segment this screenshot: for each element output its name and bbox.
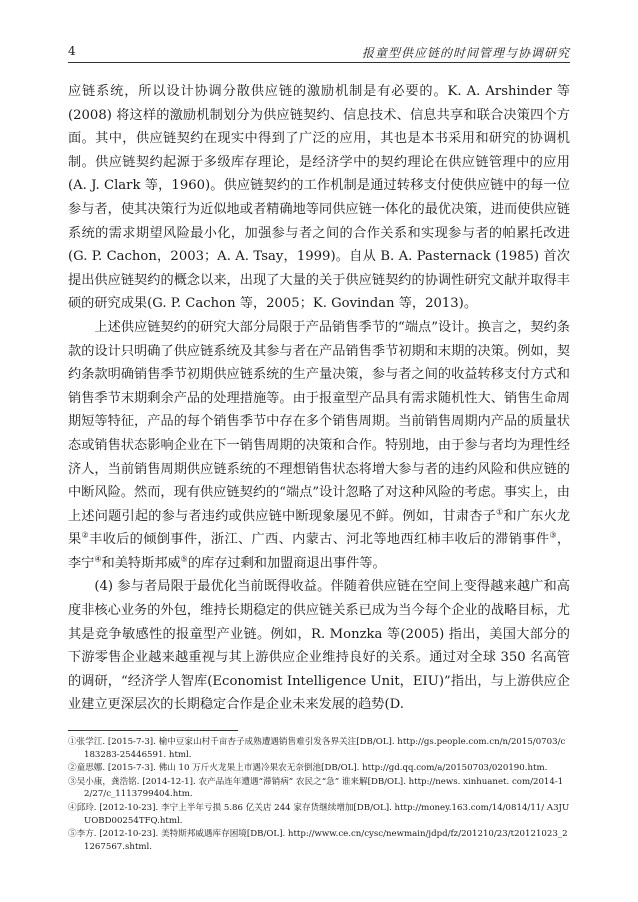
- footnote: ①张学江. [2015-7-3]. 榆中豆家山村千亩杏子成熟遭遇销售难引发各界关注[DB/OL]. http://gs.people.com.cn/n/2015/0703/c183283-25446591. html.: [68, 737, 566, 760]
- body-paragraph: [68, 316, 570, 576]
- footnote-marker: ④: [94, 554, 102, 564]
- footnote-marker: ⑤: [180, 554, 188, 564]
- running-header: [68, 40, 570, 63]
- page-number: 4: [68, 44, 76, 58]
- body-paragraph: [68, 575, 570, 717]
- body-paragraph: [68, 80, 570, 316]
- text-segment: 的库存过剩和加盟商退出事件等。: [187, 555, 386, 571]
- footnotes: [68, 736, 570, 854]
- footnote-divider: [68, 730, 238, 731]
- footnote-marker: ①: [495, 507, 504, 517]
- text-segment: 丰收后的倾倒事件，浙江、广西、内蒙古、河北等地西红柿丰收后的滞销事件: [89, 532, 550, 548]
- text-segment: 和美特斯邦威: [101, 555, 181, 571]
- running-title: 报童型供应链的时间管理与协调研究: [361, 46, 570, 60]
- body-text: [68, 80, 570, 717]
- footnote-marker: ②: [81, 530, 90, 540]
- footnote: ⑤李方. [2012-10-23]. 美特斯邦威遇库存困境[DB/OL]. http://www.ce.cn/cysc/newmain/jdpd/fz/201210/23/t20121023_21267567.shtml.: [68, 829, 568, 852]
- text-segment: 上述供应链契约的研究大部分局限于产品销售季节的“端点”设计。换言之，契约条款的设计只明确了供应链系统及其参与者在产品销售季节初期和末期的决策。例如，契约条款明确销售季节初期供应链系统的生产量决策，参与者之间的收益转移支付方式和销售季节末期剩余产品的处理措施等。由于报童型产品具有需求随机性大、销售生命周期短等特征，产品的每个销售季节中存在多个销售周期。当前销售周期内产品的质量状态或销售状态影响企业在下一销售周期的决策和合作。特别地，由于参与者均为理性经济人，当前销售周期供应链系统的不理想销售状态将增大参与者的违约风险和供应链的中断风险。然而，现有供应链契约的“端点”设计忽略了对这种风险的考虑。事实上，由上述问题引起的参与者违约或供应链中断现象屡见不鲜。例如，甘肃杏子: [68, 319, 570, 524]
- text-segment: (4) 参与者局限于最优化当前既得收益。伴随着供应链在空间上变得越来越广和高度非核心业务的外包，维持长期稳定的供应链关系已成为当今每个企业的战略目标，尤其是竞争敏感性的报童型产业链。例如，R. Monzka 等(2005) 指出，美国大部分的下游零售企业越来越重视与其上游供应企业维持良好的关系。通过对全球 350 名高管的调研，“经济学人智库(Economist Intelligence Unit，EIU)”指出，与上游供应企业建立更深层次的长期稳定合作是企业未来发展的趋势(D.: [68, 579, 570, 713]
- footnote: ④邱玲. [2012-10-23]. 李宁上半年亏损 5.86 亿关店 244 家存货继续增加[DB/OL]. http://money.163.com/14/0814/11/ A3JUUOBD00254TFQ.html.: [68, 802, 570, 826]
- text-segment: 应链系统，所以设计协调分散供应链的激励机制是有必要的。K. A. Arshinder 等(2008) 将这样的激励机制划分为供应链契约、信息技术、信息共享和联合决策四个方面。其中，供应链契约在现实中得到了广泛的应用，其也是本书采用和研究的协调机制。供应链契约起源于多级库存理论，是经济学中的契约理论在供应链管理中的应用(A. J. Clark 等，1960)。供应链契约的工作机制是通过转移支付使供应链中的每一位参与者，使其决策行为近似地或者精确地等同供应链一体化的最优决策，进而使供应链系统的需求期望风险最小化，加强参与者之间的合作关系和实现参与者的帕累托改进(G. P. Cachon，2003；A. A. Tsay，1999)。自从 B. A. Pasternack (1985) 首次提出供应链契约的概念以来，出现了大量的关于供应链契约的协调性研究文献并取得丰硕的研究成果(G. P. Cachon 等，2005；K. Govindan 等，2013)。: [68, 84, 570, 312]
- footnote: ③吴小康，龚浩铭. [2014-12-1]. 农产品连年遭遇“滞销病” 农民之“急” 谁来解[DB/OL]. http://news. xinhuanet. com/2014-12/27/c_1113799404.htm.: [68, 776, 564, 800]
- text-segment: ，李宁: [68, 532, 571, 571]
- footnote-marker: ③: [549, 530, 557, 540]
- footnote: ②童思娜. [2015-7-3]. 佛山 10 万斤火龙果上市遇冷果农无奈倒池[DB/OL]. http://gd.qq.com/a/20150703/020190.htm.: [68, 763, 548, 774]
- text-segment: 和广东火龙果: [68, 508, 571, 548]
